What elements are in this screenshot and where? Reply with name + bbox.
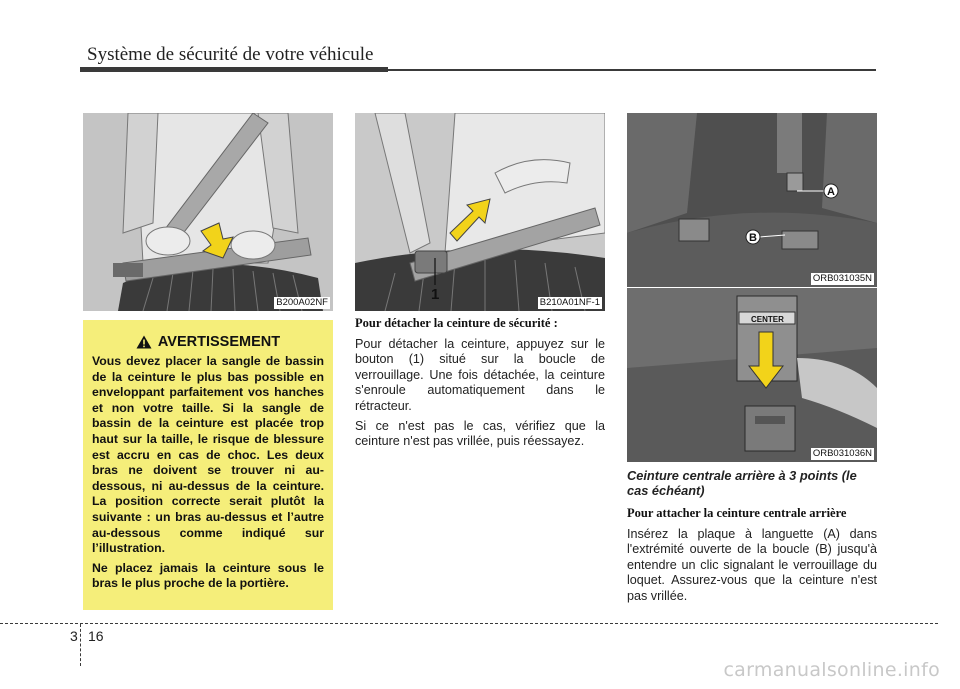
rear-center-heading: Pour attacher la ceinture centrale arrière <box>627 506 847 520</box>
warning-box <box>83 320 333 610</box>
figure-rear-center-buckles <box>627 113 877 287</box>
figure-release-buckle <box>355 113 605 311</box>
header-rule-thick <box>80 67 388 72</box>
release-button-callout: 1 <box>431 286 440 303</box>
figure-code-center-buckle-insert: ORB031036N <box>812 448 872 459</box>
detach-section <box>355 316 605 455</box>
warning-title <box>92 334 324 350</box>
center-buckle-insert-photo <box>627 288 877 462</box>
center-tag-label: CENTER <box>751 315 784 324</box>
rear-center-paragraph: Insérez la plaque à languette (A) dans l'extrémité ouverte de la boucle (B) jusqu'à entendre un clic signalant le verrouillage du loquet. Assurez-vous que la ceinture n'est pas vrillée. <box>627 527 877 603</box>
release-buckle-illustration <box>355 113 605 311</box>
footer-rule <box>0 623 938 624</box>
warning-title-text: AVERTISSEMENT <box>157 334 281 350</box>
figure-code-rear-center-buckles: ORB031035N <box>812 273 872 284</box>
figure-code-release-buckle: B210A01NF-1 <box>539 297 600 308</box>
figure-center-buckle-insert <box>627 288 877 462</box>
figure-lap-belt <box>83 113 333 311</box>
rear-center-subtitle: Ceinture centrale arrière à 3 points (le cas échéant) <box>627 468 857 498</box>
label-b: B <box>749 232 757 244</box>
page-chapter: 3 <box>70 628 78 644</box>
page-number: 16 <box>88 628 104 644</box>
detach-heading: Pour détacher la ceinture de sécurité : <box>355 316 558 330</box>
lap-belt-illustration <box>83 113 333 311</box>
label-a: A <box>827 186 835 198</box>
warning-paragraph-2: Ne placez jamais la ceinture sous le bras le plus proche de la portière. <box>92 560 324 591</box>
figure-code-lap-belt: B200A02NF <box>276 297 328 308</box>
header-rule-thin <box>388 69 876 71</box>
rear-center-buckles-photo <box>627 113 877 287</box>
detach-paragraph-1: Pour détacher la ceinture, appuyez sur le bouton (1) situé sur la boucle de verrouillage. Une fois détachée, la ceinture s'enroule automatiquement dans le rétracteur. <box>355 337 605 413</box>
warning-paragraph-1: Vous devez placer la sangle de bassin de la ceinture le plus bas possible en enveloppant parfaitement vos hanches et non votre taille. Si la sangle de bassin de la ceinture est placée trop haut sur la taille, le risque de blessure est accru en cas de choc. Les deux bras ne doivent se trouver ni au-dessous, ni au-dessus de la ceinture. La position correcte serait plutôt la suivante : un bras au-dessus et l’autre au-dessous comme indiqué sur l’illustration. <box>92 354 324 556</box>
footer-vertical-rule <box>80 624 81 666</box>
warning-triangle-icon <box>136 335 152 349</box>
watermark: carmanualsonline.info <box>723 659 940 681</box>
detach-paragraph-2: Si ce n'est pas le cas, vérifiez que la ceinture n'est pas vrillée, puis réessayez. <box>355 419 605 449</box>
page-header-title: Système de sécurité de votre véhicule <box>87 44 374 65</box>
rear-center-section <box>627 468 877 609</box>
